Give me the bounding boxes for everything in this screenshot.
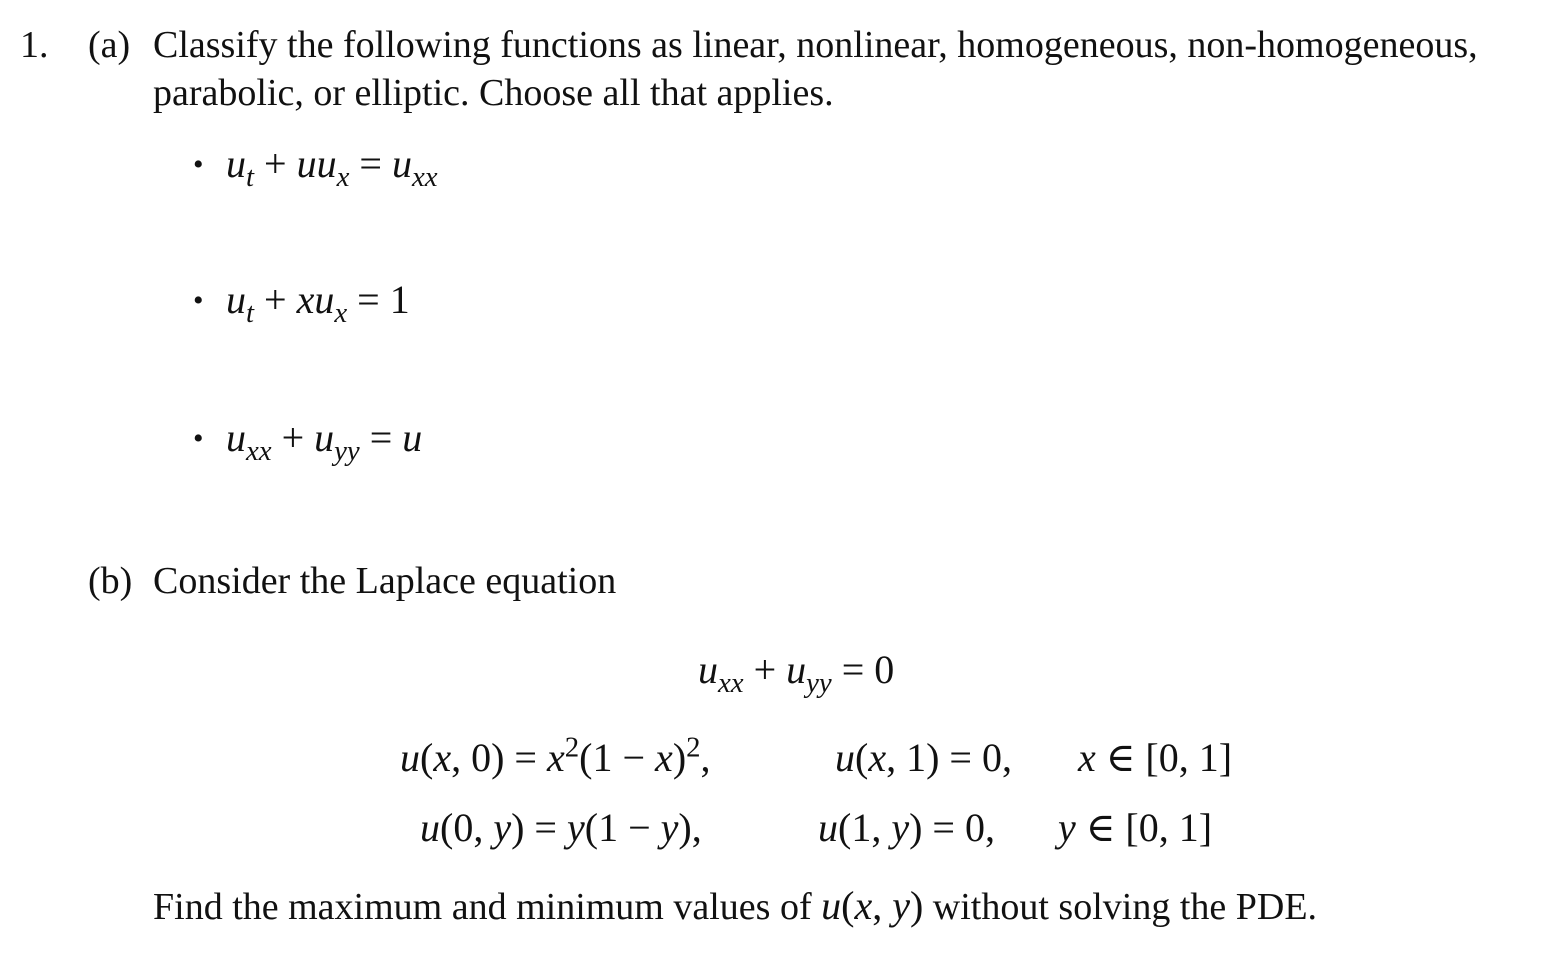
bullet-1: • <box>193 148 204 181</box>
equation-2: $u_t + xu_x = 1$ <box>226 277 410 330</box>
part-b-label: (b) <box>88 560 133 602</box>
part-b-question <box>153 883 1318 928</box>
bc-row1-mid: u(x, 1) = 0, <box>835 735 1012 780</box>
bc-row2-left: u(0, y) = y(1 − y), <box>420 805 702 850</box>
bc-row1-right: x ∈ [0, 1] <box>1078 735 1233 780</box>
question-text-after: without solving the PDE. <box>932 886 1318 928</box>
bc-row1-left: u(x, $0) = x^2(1 - x)^2$, <box>400 731 711 780</box>
part-a-label: (a) <box>88 24 131 66</box>
bc-row2-right: y ∈ [0, 1] <box>1058 805 1213 850</box>
part-a-instruction-line1: Classify the following functions as linear, nonlinear, homogeneous, non-homogeneous, <box>153 24 1478 66</box>
problem-number: 1. <box>20 24 49 66</box>
bullet-3: • <box>193 422 204 455</box>
question-math: u(x, y) <box>821 883 924 928</box>
part-a-instruction-line2: parabolic, or elliptic. Choose all that applies. <box>153 72 834 114</box>
question-text-before: Find the maximum and minimum values of <box>153 886 812 928</box>
bc-row2-mid: u(1, y) = 0, <box>818 805 995 850</box>
bullet-2: • <box>193 284 204 317</box>
laplace-equation: $u_{xx} + u_{yy} = 0$ <box>698 647 895 700</box>
equation-3: $u_{xx} + u_{yy} = u$ <box>226 415 423 468</box>
part-b-intro: Consider the Laplace equation <box>153 560 617 602</box>
equation-1: $u_t + uu_x = u_{xx}$ <box>226 141 438 194</box>
